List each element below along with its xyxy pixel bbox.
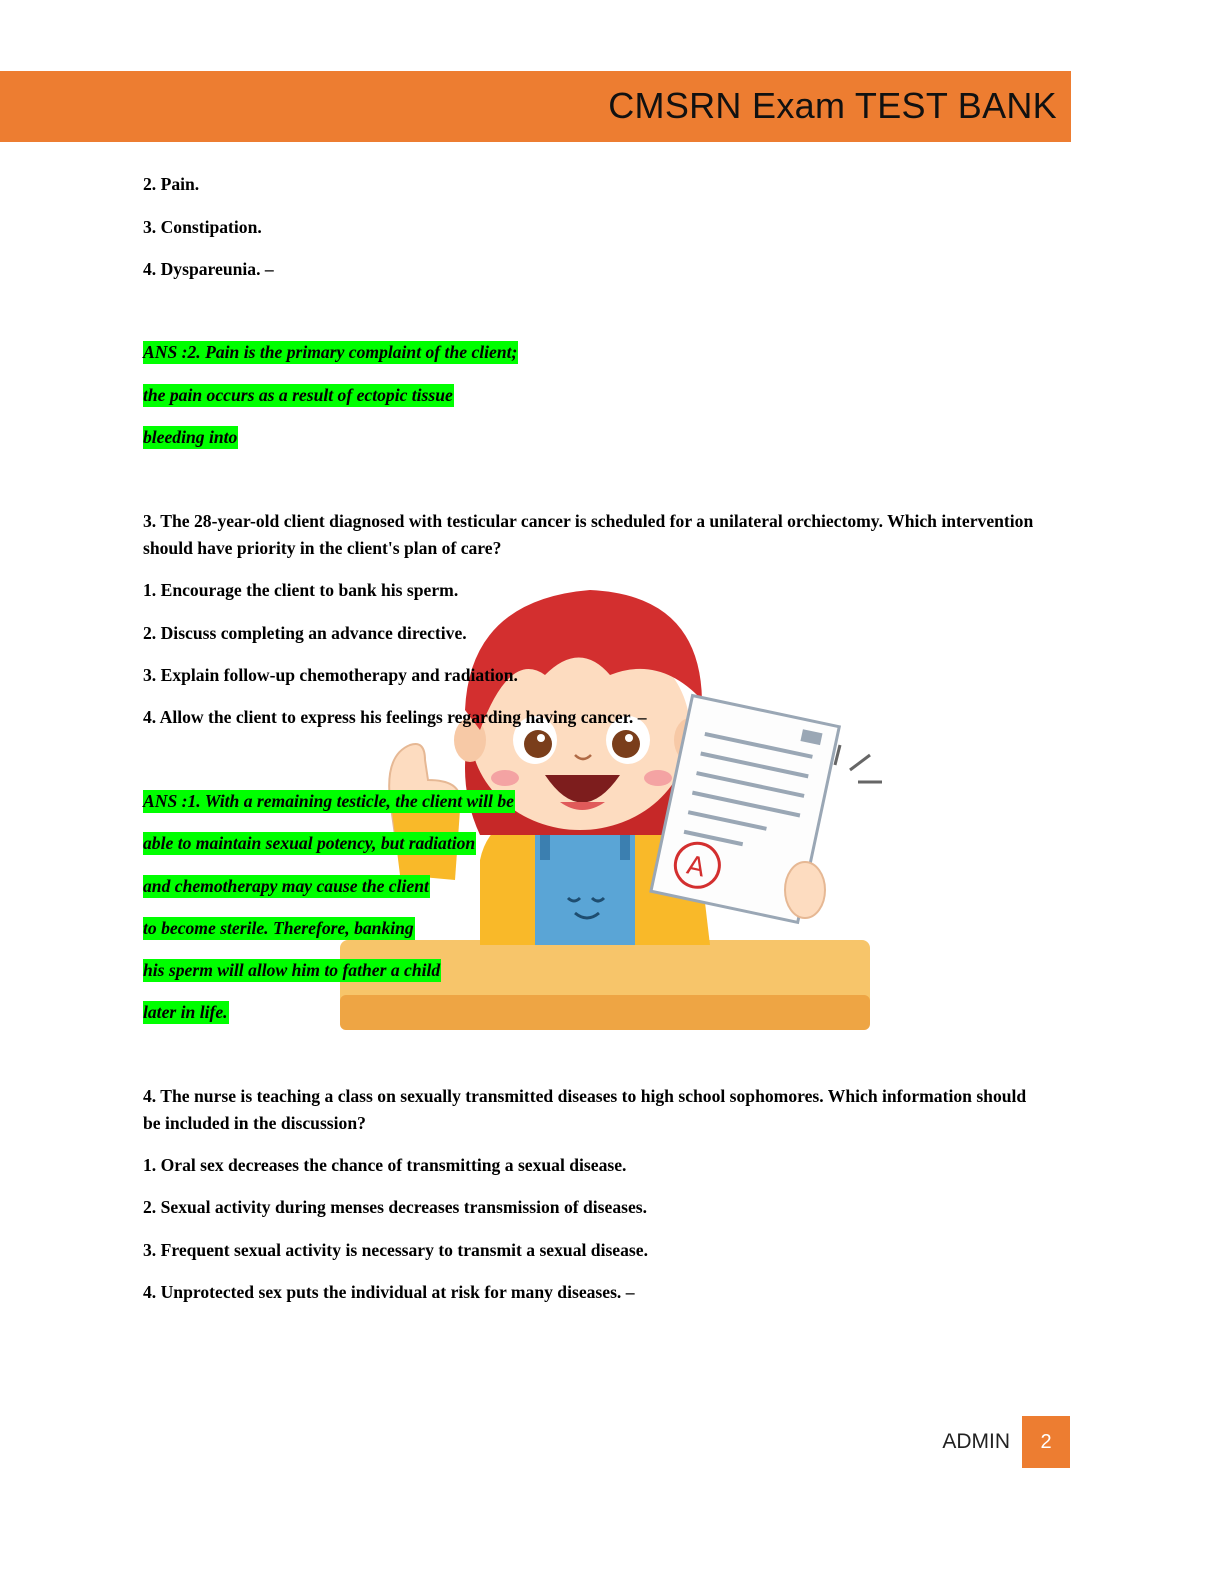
q3-option-2: 2. Discuss completing an advance directive.	[143, 623, 467, 643]
q4-option-2: 2. Sexual activity during menses decreases transmission of diseases.	[143, 1197, 648, 1217]
q3-answer-line: ANS :1. With a remaining testicle, the client will be	[143, 791, 514, 811]
q3-answer-line: his sperm will allow him to father a child	[143, 960, 441, 980]
svg-text:A: A	[684, 850, 708, 884]
footer-label: ADMIN	[942, 1430, 1010, 1453]
q4-option-3: 3. Frequent sexual activity is necessary to transmit a sexual disease.	[143, 1240, 648, 1260]
q3-answer-line: and chemotherapy may cause the client	[143, 876, 429, 896]
q3-stem: 3. The 28-year-old client diagnosed with testicular cancer is scheduled for a unilateral orchiectomy. Which intervention should have priority in the client's plan of care?	[143, 511, 1034, 558]
q2-option-3: 3. Constipation.	[143, 217, 262, 237]
q3-answer-line: to become sterile. Therefore, banking	[143, 918, 414, 938]
q2-answer-line: the pain occurs as a result of ectopic tissue	[143, 385, 453, 405]
q4-option-1: 1. Oral sex decreases the chance of transmitting a sexual disease.	[143, 1155, 627, 1175]
q3-answer-line: later in life.	[143, 1002, 228, 1022]
q4-stem: 4. The nurse is teaching a class on sexually transmitted diseases to high school sophomores. Which information should be included in the discussion?	[143, 1086, 1027, 1133]
q2-option-4: 4. Dyspareunia. –	[143, 259, 274, 279]
q4-option-4: 4. Unprotected sex puts the individual at risk for many diseases. –	[143, 1282, 635, 1302]
q3-answer-line: able to maintain sexual potency, but radiation	[143, 833, 476, 853]
q3-option-3: 3. Explain follow-up chemotherapy and radiation.	[143, 665, 518, 685]
q2-answer-line: bleeding into	[143, 427, 238, 447]
q3-option-1: 1. Encourage the client to bank his sperm.	[143, 580, 459, 600]
header-title: CMSRN Exam TEST BANK	[608, 85, 1057, 126]
q2-option-2: 2. Pain.	[143, 174, 200, 194]
q2-answer-line: ANS :2. Pain is the primary complaint of the client;	[143, 342, 518, 362]
page-number: 2	[1022, 1416, 1070, 1468]
q3-option-4: 4. Allow the client to express his feelings regarding having cancer. –	[143, 707, 647, 727]
